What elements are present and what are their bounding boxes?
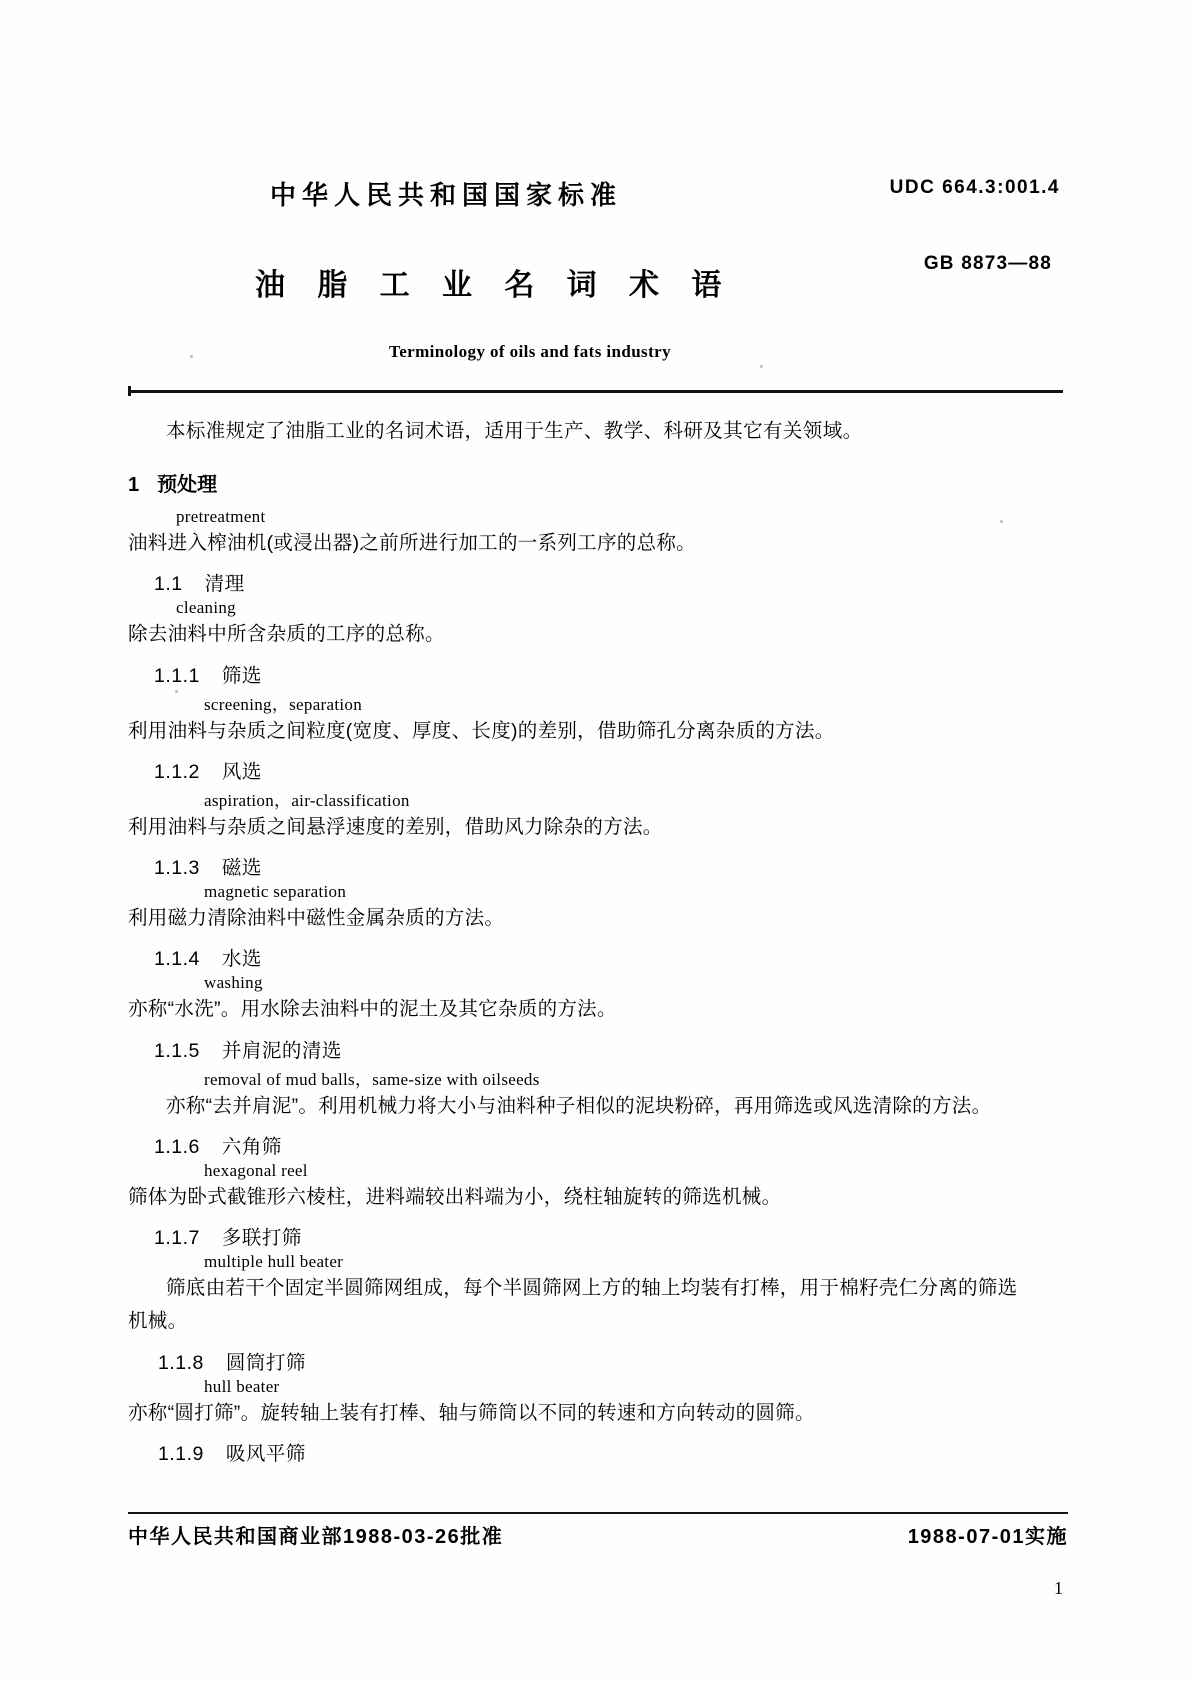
- term-number: 1.1.5: [154, 1039, 200, 1062]
- term-definition: 亦称“去并肩泥”。利用机械力将大小与油料种子相似的泥块粉碎，再用筛选或风选清除的方法。: [166, 1094, 992, 1117]
- section-heading: [128, 468, 1068, 497]
- term-heading: [128, 943, 1068, 971]
- term-definition: 筛底由若干个固定半圆筛网组成，每个半圆筛网上方的轴上均装有打棒，用于棉籽壳仁分离的筛选: [166, 1277, 1018, 1300]
- term-title-en: hexagonal reel: [204, 1160, 308, 1180]
- term-title-en: washing: [204, 973, 263, 993]
- term-title-cn: 吸风平筛: [225, 1442, 306, 1465]
- term-title-cn: 水选: [221, 948, 262, 971]
- term-definition: 亦称“圆打筛”。旋转轴上装有打棒、轴与筛筒以不同的转速和方向转动的圆筛。: [128, 1401, 815, 1424]
- header-divider: [128, 390, 1063, 393]
- term-definition: 利用油料与杂质之间悬浮速度的差别，借助风力除杂的方法。: [128, 815, 663, 838]
- udc-code: UDC 664.3:001.4: [889, 177, 1060, 198]
- term-heading: [128, 756, 1068, 784]
- term-number: 1.1.6: [154, 1135, 200, 1158]
- footer-effective: 1988-07-01实施: [907, 1526, 1068, 1548]
- section-title-en: pretreatment: [176, 507, 266, 527]
- document-header: [130, 175, 1060, 362]
- document-body: [128, 408, 1068, 1468]
- term-title-en: multiple hull beater: [204, 1252, 344, 1272]
- intro-paragraph: 本标准规定了油脂工业的名词术语，适用于生产、教学、科研及其它有关领域。: [166, 420, 863, 442]
- term-number: 1.1.8: [158, 1351, 204, 1374]
- term-heading: [128, 1035, 1068, 1063]
- term-title-en: magnetic separation: [204, 882, 347, 902]
- term-title-en: hull beater: [204, 1376, 280, 1396]
- footer-divider: [128, 1512, 1068, 1514]
- section-definition: 油料进入榨油机(或浸出器)之前所进行加工的一系列工序的总称。: [128, 532, 696, 555]
- section-title-cn: 预处理: [157, 474, 218, 497]
- term-definition: 亦称“水洗”。用水除去油料中的泥土及其它杂质的方法。: [128, 998, 617, 1021]
- page-number: 1: [1054, 1578, 1063, 1598]
- term-heading: [128, 1438, 1068, 1466]
- term-title-en: screening，separation: [204, 694, 362, 714]
- term-title-cn: 风选: [221, 760, 262, 783]
- term-title-en: aspiration，air-classification: [204, 790, 410, 810]
- term-heading: [128, 1347, 1068, 1375]
- term-definition: 利用油料与杂质之间粒度(宽度、厚度、长度)的差别，借助筛孔分离杂质的方法。: [128, 719, 835, 742]
- term-number: 1.1.7: [154, 1227, 200, 1250]
- standard-number: GB 8873—88: [923, 253, 1052, 274]
- document-footer: [128, 1520, 1068, 1549]
- term-heading: [128, 568, 1068, 596]
- term-number: 1.1: [154, 573, 183, 596]
- term-number: 1.1.1: [154, 664, 200, 687]
- term-number: 1.1.2: [154, 760, 200, 783]
- term-number: 1.1.9: [158, 1442, 204, 1465]
- standard-organization: 中华人民共和国国家标准: [270, 180, 623, 210]
- term-title-cn: 清理: [204, 573, 245, 596]
- document-title-cn: 油 脂 工 业 名 词 术 语: [255, 269, 734, 302]
- term-title-cn: 六角筛: [221, 1135, 282, 1158]
- term-title-cn: 筛选: [221, 664, 262, 687]
- term-number: 1.1.3: [154, 857, 200, 880]
- term-definition: 利用磁力清除油料中磁性金属杂质的方法。: [128, 907, 505, 930]
- term-title-en: removal of mud balls，same-size with oilseeds: [204, 1069, 540, 1089]
- term-definition-continued: 机械。: [128, 1310, 188, 1333]
- term-title-cn: 多联打筛: [221, 1227, 302, 1250]
- term-heading: [128, 1222, 1068, 1250]
- term-title-cn: 圆筒打筛: [225, 1351, 306, 1374]
- term-title-cn: 并肩泥的清选: [221, 1039, 342, 1062]
- term-definition: 除去油料中所含杂质的工序的总称。: [128, 623, 445, 646]
- term-title-cn: 磁选: [221, 857, 262, 880]
- term-heading: [128, 1131, 1068, 1159]
- footer-approval: 中华人民共和国商业部1988-03-26批准: [128, 1526, 504, 1548]
- term-number: 1.1.4: [154, 948, 200, 971]
- document-title-en: Terminology of oils and fats industry: [389, 342, 671, 361]
- section-number: 1: [128, 474, 140, 497]
- term-heading: [128, 852, 1068, 880]
- term-heading: [128, 660, 1068, 688]
- term-definition: 筛体为卧式截锥形六棱柱，进料端较出料端为小，绕柱轴旋转的筛选机械。: [128, 1185, 782, 1208]
- term-title-en: cleaning: [176, 598, 236, 618]
